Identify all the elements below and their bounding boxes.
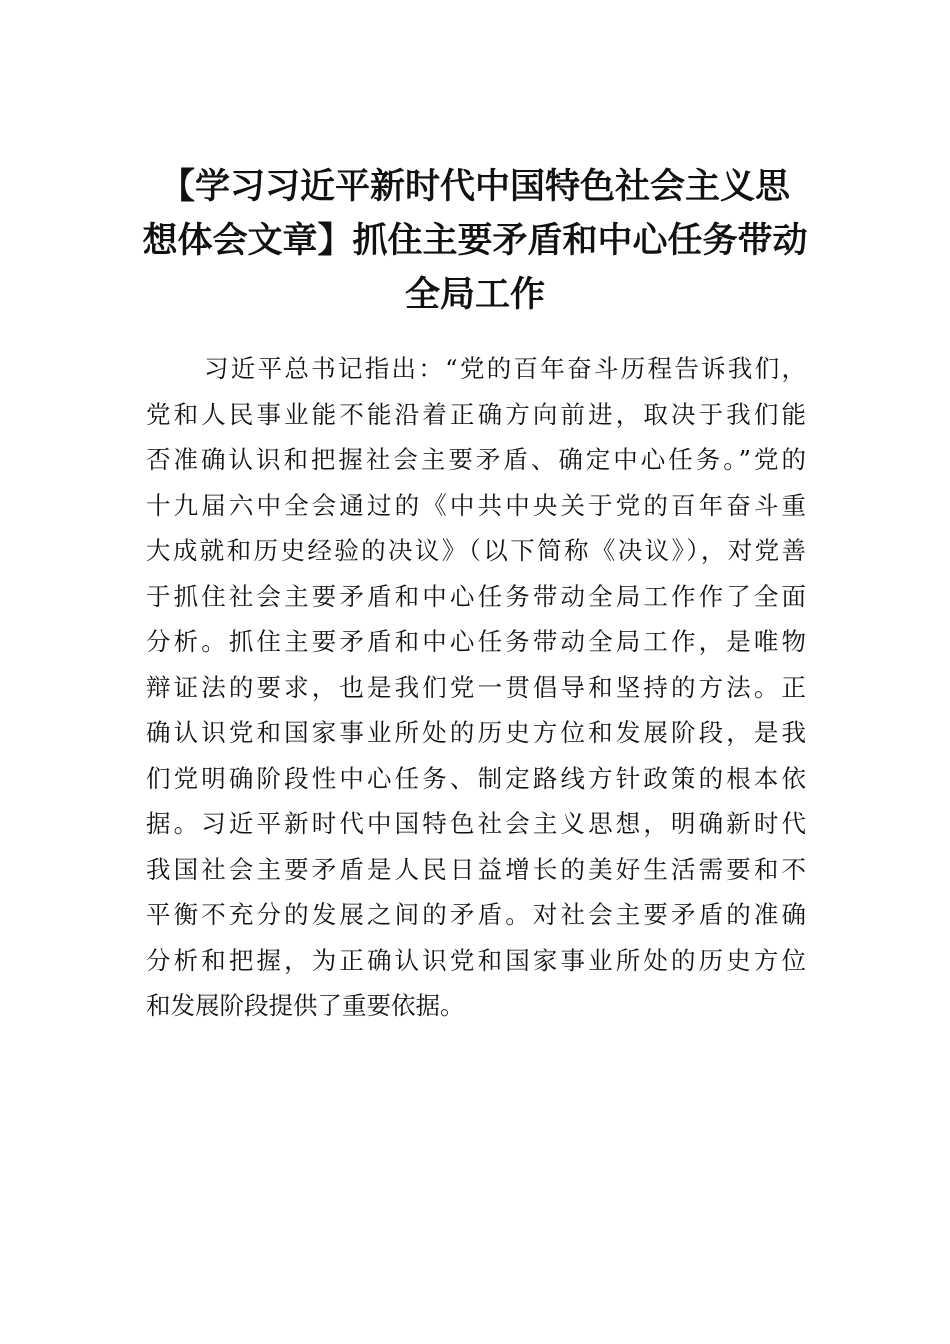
- document-title: [140, 160, 810, 322]
- body-paragraph: [146, 346, 806, 1029]
- title-line: 【学习习近平新时代中国特色社会主义思: [159, 167, 790, 207]
- paragraph-line: 们党明确阶段性中心任务、制定路线方针政策的根本依: [146, 763, 806, 793]
- paragraph-line: 和发展阶段提供了重要依据。: [146, 991, 465, 1020]
- paragraph-line: 我国社会主要矛盾是人民日益增长的美好生活需要和不: [146, 854, 806, 884]
- paragraph-line: 辩证法的要求，也是我们党一贯倡导和坚持的方法。正: [146, 672, 806, 702]
- paragraph-line: 确认识党和国家事业所处的历史方位和发展阶段，是我: [146, 718, 806, 747]
- paragraph-line: 党和人民事业能不能沿着正确方向前进，取决于我们能: [146, 399, 806, 429]
- paragraph-line: 十九届六中全会通过的《中共中央关于党的百年奋斗重: [146, 490, 806, 520]
- paragraph-line: 大成就和历史经验的决议》（以下简称《决议》），对党善: [146, 536, 806, 565]
- title-line: 想体会文章】抓住主要矛盾和中心任务带动: [142, 221, 808, 261]
- title-line: 全局工作: [404, 275, 545, 315]
- paragraph-line: 分析和把握，为正确认识党和国家事业所处的历史方位: [146, 945, 806, 975]
- paragraph-line: 据。习近平新时代中国特色社会主义思想，明确新时代: [146, 809, 806, 838]
- paragraph-line: 否准确认识和把握社会主要矛盾、确定中心任务。”党的: [146, 445, 806, 474]
- paragraph-line: 于抓住社会主要矛盾和中心任务带动全局工作作了全面: [146, 581, 806, 611]
- paragraph-line: 分析。抓住主要矛盾和中心任务带动全局工作，是唯物: [146, 627, 806, 656]
- paragraph-line: 习近平总书记指出：“党的百年奋斗历程告诉我们，: [204, 354, 806, 383]
- paragraph-line: 平衡不充分的发展之间的矛盾。对社会主要矛盾的准确: [146, 900, 806, 929]
